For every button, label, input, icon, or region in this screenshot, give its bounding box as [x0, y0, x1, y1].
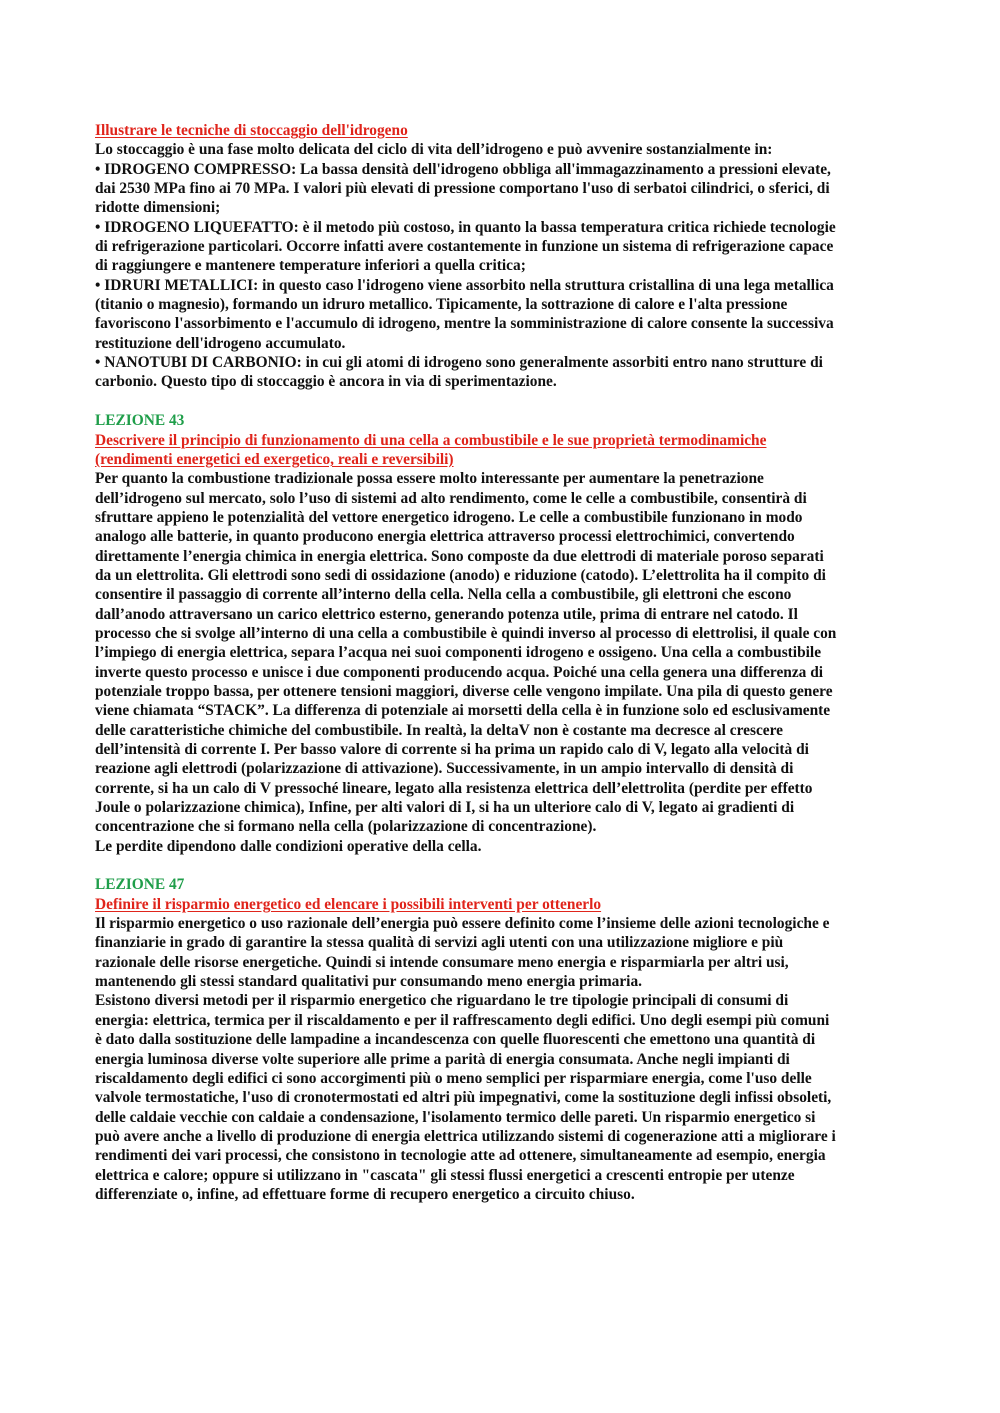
body-line: Joule o polarizzazione chimica), Infine, per alti valori di I, si ha un ulteriore calo di V, legato ai gradienti di — [95, 799, 795, 817]
body-line: • IDROGENO COMPRESSO: La bassa densità dell'idrogeno obbliga all'immagazzinamento a pressioni elevate, — [95, 160, 831, 178]
body-line: dall’anodo attraversano un carico elettrico esterno, generando potenza utile, prima di entrare nel catodo. Il — [95, 605, 798, 623]
section-body — [95, 140, 910, 391]
body-line: riscaldamento degli edifici ci sono accorgimenti più o meno semplici per risparmiare energia, come l'uso delle — [95, 1069, 812, 1087]
question-heading: Definire il risparmio energetico ed elencare i possibili interventi per ottenerlo — [95, 895, 602, 913]
body-line: Esistono diversi metodi per il risparmio energetico che riguardano le tre tipologie principali di consumi di — [95, 992, 789, 1010]
body-line: inverte questo processo e unisce i due componenti producendo acqua. Poiché una cella genera una differenza di — [95, 663, 824, 681]
body-line: ridotte dimensioni; — [95, 199, 221, 217]
body-line: reazione agli elettrodi (polarizzazione di attivazione). Successivamente, in un ampio intervallo di densità di — [95, 760, 794, 778]
section-hydrogen-storage — [95, 121, 910, 392]
body-line: sfruttare appieno le potenzialità del vettore energetico idrogeno. Le celle a combustibile funzionano in modo — [95, 508, 803, 526]
body-line: Per quanto la combustione tradizionale possa essere molto interessante per aumentare la penetrazione — [95, 470, 764, 488]
body-line: • IDRURI METALLICI: in questo caso l'idrogeno viene assorbito nella struttura cristallina di una lega metallica — [95, 276, 834, 294]
body-line: dell’intensità di corrente I. Per basso valore di corrente si ha prima un rapido calo di V, legato alla velocità di — [95, 741, 809, 758]
body-line: analogo alle batterie, in quanto producono energia elettrica attraverso processi elettrochimici, convertendo — [95, 528, 795, 546]
body-line: l’impiego di energia elettrica, separa l’acqua nei suoi componenti idrogeno e ossigeno. Una cella a combustibile — [95, 644, 822, 662]
body-line: Il risparmio energetico o uso razionale dell’energia può essere definito come l’insieme delle azioni tecnologiche e — [95, 915, 830, 933]
body-line: • NANOTUBI DI CARBONIO: in cui gli atomi di idrogeno sono generalmente assorbiti entro nano strutture di — [95, 354, 823, 372]
lesson-label: LEZIONE 47 — [95, 876, 185, 894]
body-line: può avere anche a livello di produzione di energia elettrica utilizzando sistemi di cogenerazione atti a migliorare i — [95, 1127, 836, 1145]
body-line: (titanio o magnesio), formando un idruro metallico. Tipicamente, la sottrazione di calore e l'alta pressione — [95, 296, 788, 314]
body-line: differenziate o, infine, ad effettuare forme di recupero energetico a circuito chiuso. — [95, 1185, 635, 1203]
body-line: energia luminosa diverse volte superiore alle prime a parità di energia consumata. Anche negli impianti di — [95, 1050, 790, 1068]
body-line: razionale delle risorse energetiche. Quindi si intende consumare meno energia e risparmiarla per altri usi, — [95, 953, 789, 971]
body-line: carbonio. Questo tipo di stoccaggio è ancora in via di sperimentazione. — [95, 373, 557, 391]
body-line: dell’idrogeno sul mercato, solo l’uso di sistemi ad alto rendimento, come le celle a combustibile, consentirà di — [95, 489, 807, 507]
body-line: da un elettrolita. Gli elettrodi sono sedi di ossidazione (anodo) e riduzione (catodo). L’elettrolita ha il compito di — [95, 566, 826, 584]
body-line: direttamente l’energia chimica in energia elettrica. Sono composte da due elettrodi di materiale poroso separati — [95, 547, 824, 565]
body-line: corrente, si ha un calo di V pressoché lineare, legato alla resistenza elettrica dell’elettrolita (perdite per effetto — [95, 779, 813, 797]
body-line: energia: elettrica, termica per il riscaldamento e per il raffrescamento degli edifici. Uno degli esempi più comuni — [95, 1011, 830, 1029]
section-body — [95, 469, 910, 856]
body-line: elettrica e calore; oppure si utilizzano in "cascata" gli stessi flussi energetici a crescenti entropie per utenze — [95, 1166, 795, 1184]
section-energy-saving — [95, 875, 910, 1204]
body-line: restituzione dell'idrogeno accumulato. — [95, 334, 346, 352]
body-line: viene chiamata “STACK”. La differenza di potenziale ai morsetti della cella è in funzione solo ed esclusivamente — [95, 702, 831, 720]
question-heading: Descrivere il principio di funzionamento di una cella a combustibile e le sue proprietà termodinamiche — [95, 431, 767, 449]
question-heading: Illustrare le tecniche di stoccaggio dell'idrogeno — [95, 122, 408, 139]
body-line: processo che si svolge all’interno di una cella a combustibile è quindi inverso al processo di elettrolisi, il quale con — [95, 624, 837, 642]
body-line: consentire il passaggio di corrente all’interno della cella. Nella cella a combustibile, gli elettroni che escono — [95, 586, 792, 604]
lesson-label: LEZIONE 43 — [95, 412, 185, 430]
body-line: Lo stoccaggio è una fase molto delicata del ciclo di vita dell’idrogeno e può avvenire sostanzialmente in: — [95, 141, 773, 159]
body-line: concentrazione che si formano nella cella (polarizzazione di concentrazione). — [95, 818, 597, 836]
body-line: è dato dalla sostituzione delle lampadine a incandescenza con quelle fluorescenti che emettono una quantità di — [95, 1031, 816, 1049]
document-page — [95, 121, 910, 1204]
body-line: valvole termostatiche, l'uso di cronotermostati ed altri più impegnativi, come la sostituzione degli infissi obsoleti, — [95, 1089, 832, 1107]
section-fuel-cell — [95, 411, 910, 856]
paragraph-gap — [95, 392, 910, 411]
body-line: • IDROGENO LIQUEFATTO: è il metodo più costoso, in quanto la bassa temperatura critica richiede tecnologie — [95, 218, 836, 236]
body-line: potenziale troppo bassa, per ottenere tensioni maggiori, diverse celle vengono impilate. Una pila di questo genere — [95, 682, 833, 700]
body-line: di raggiungere e mantenere temperature inferiori a quella critica; — [95, 257, 526, 275]
body-line: Le perdite dipendono dalle condizioni operative della cella. — [95, 837, 482, 855]
body-line: rendimenti dei vari processi, che consistono in tecnologie atte ad ottenere, simultaneamente ad esempio, energia — [95, 1147, 826, 1165]
question-heading: (rendimenti energetici ed exergetico, reali e reversibili) — [95, 450, 454, 468]
section-body — [95, 914, 910, 1204]
body-line: delle caratteristiche chimiche del combustibile. In realtà, la deltaV non è costante ma decresce al crescere — [95, 721, 784, 739]
body-line: favoriscono l'assorbimento e l'accumulo di idrogeno, mentre la somministrazione di calore consente la successiva — [95, 315, 834, 333]
body-line: mantenendo gli stessi standard qualitativi pur consumando meno energia primaria. — [95, 973, 642, 991]
paragraph-gap — [95, 856, 910, 875]
body-line: finanziarie in grado di garantire la stessa qualità di servizi agli utenti con una utilizzazione migliore e più — [95, 934, 784, 952]
body-line: di refrigerazione particolari. Occorre infatti avere costantemente in funzione un sistema di refrigerazione capace — [95, 238, 834, 256]
body-line: delle caldaie vecchie con caldaie a condensazione, l'isolamento termico delle pareti. Un risparmio energetico si — [95, 1108, 816, 1126]
body-line: dai 2530 MPa fino ai 70 MPa. I valori più elevati di pressione comportano l'uso di serbatoi cilindrici, o sferici, di — [95, 180, 830, 198]
